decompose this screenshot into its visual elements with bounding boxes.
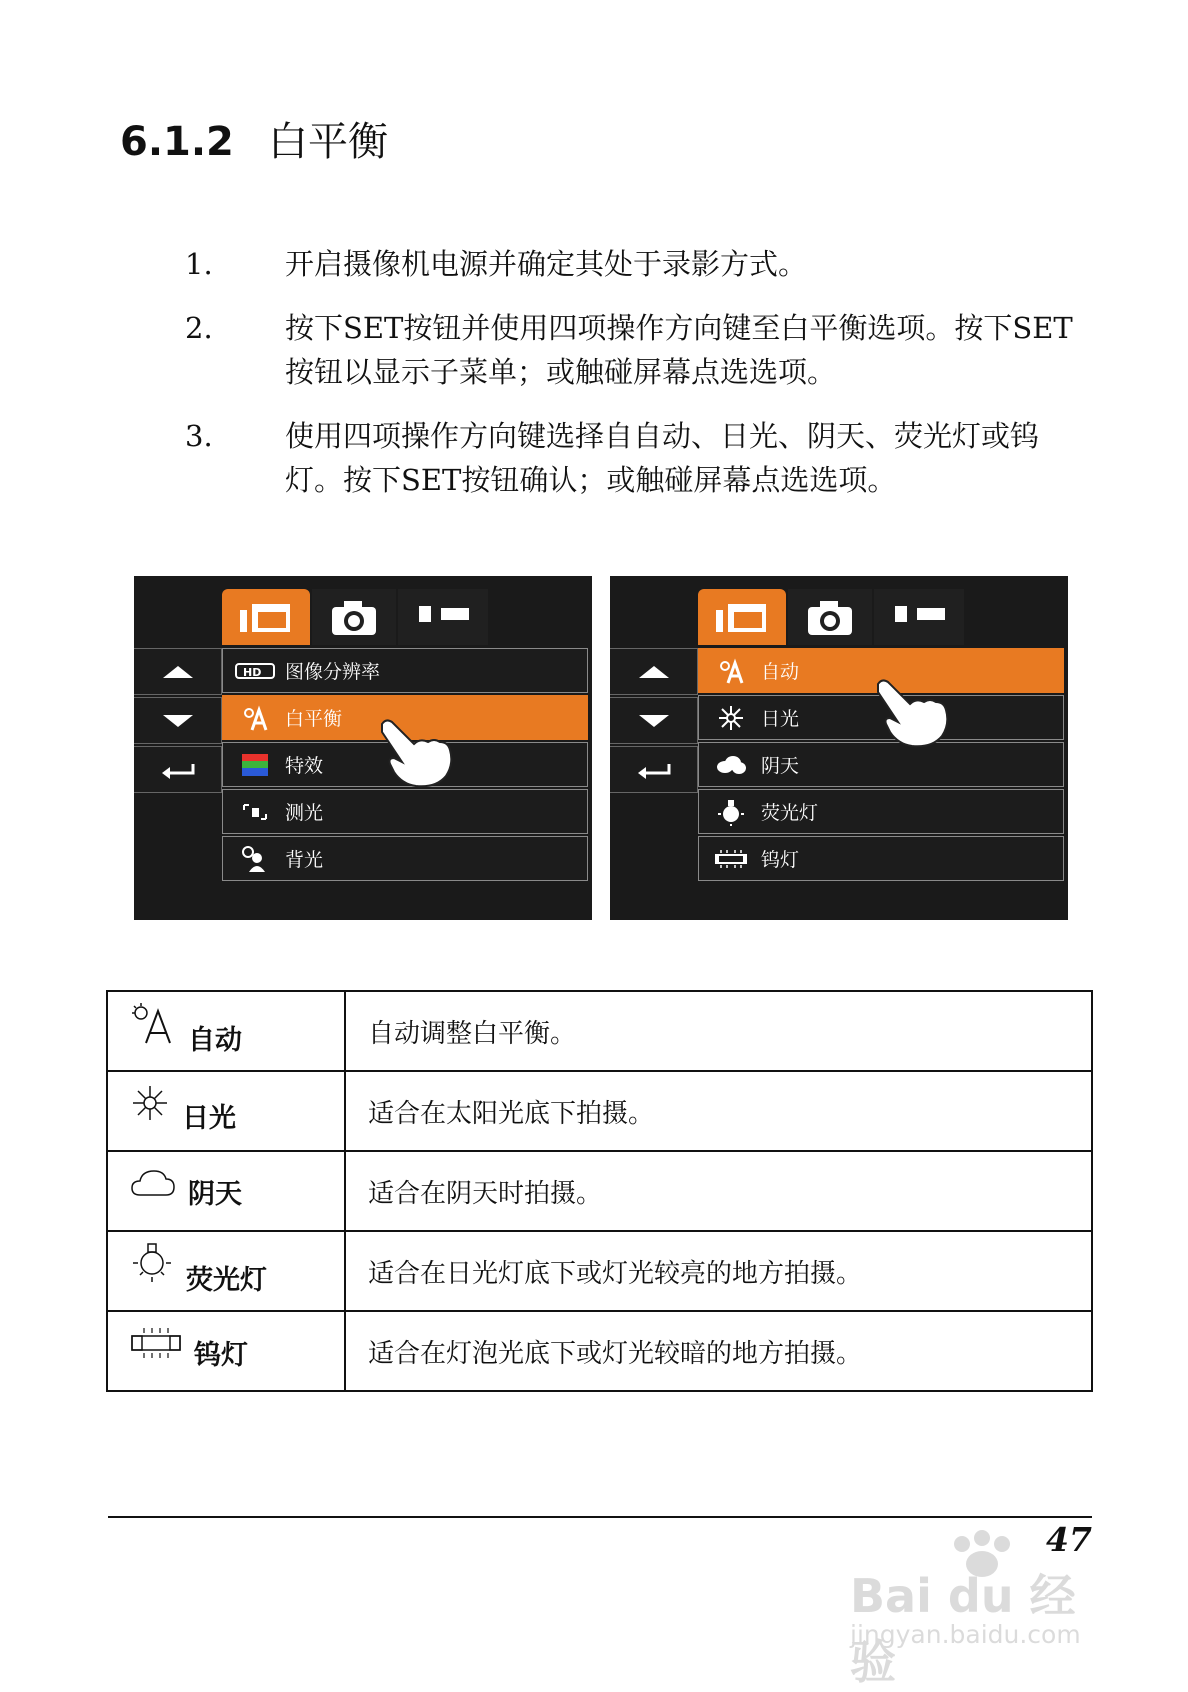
section-number: 6.1.2 <box>120 119 234 165</box>
step-number: 3. <box>185 419 213 453</box>
option-description: 适合在日光灯底下或灯光较亮的地方拍摄。 <box>345 1231 1092 1311</box>
auto-wb-icon <box>130 1001 176 1045</box>
watermark <box>850 1530 1120 1689</box>
tungsten-icon <box>713 848 749 870</box>
step-item <box>185 242 1085 286</box>
section-title: 白平衡 <box>268 119 388 165</box>
menu-item-tungsten[interactable] <box>698 836 1064 881</box>
color-bars-icon <box>240 752 270 778</box>
step-item <box>185 306 1085 394</box>
option-description: 适合在太阳光底下拍摄。 <box>345 1071 1092 1151</box>
menu-item-label: 图像分辨率 <box>285 661 381 683</box>
tab-bar <box>222 589 588 645</box>
step-list <box>185 242 1085 522</box>
option-description: 适合在灯泡光底下或灯光较暗的地方拍摄。 <box>345 1311 1092 1391</box>
auto-wb-icon <box>716 657 746 685</box>
menu-item-label: 阴天 <box>761 755 800 777</box>
backlight-icon <box>240 844 270 874</box>
table-row <box>107 1231 1092 1311</box>
camera-screen-main-menu <box>134 576 592 920</box>
option-label: 钨灯 <box>194 1340 248 1371</box>
fluorescent-icon <box>716 798 746 826</box>
option-label: 阴天 <box>188 1179 242 1210</box>
arrow-up-icon <box>161 664 195 680</box>
menu-item-label: 荧光灯 <box>761 802 819 824</box>
table-row <box>107 1151 1092 1231</box>
arrow-down-icon <box>161 713 195 729</box>
hd-icon <box>235 662 275 680</box>
return-icon <box>636 761 672 779</box>
up-button[interactable] <box>134 648 222 695</box>
hand-pointer-icon <box>374 714 464 794</box>
svg-text:HD: HD <box>243 665 262 679</box>
option-label: 自动 <box>188 1025 242 1056</box>
arrow-up-icon <box>637 664 671 680</box>
side-controls <box>134 648 222 795</box>
back-button[interactable] <box>134 746 222 793</box>
sun-icon <box>130 1083 170 1123</box>
tab-photo[interactable] <box>312 589 396 645</box>
option-cell <box>107 991 345 1071</box>
menu-item-label: 日光 <box>761 708 800 730</box>
arrow-down-icon <box>637 713 671 729</box>
tab-bar <box>698 589 1064 645</box>
return-icon <box>160 761 196 779</box>
menu-item-label: 特效 <box>285 755 324 777</box>
video-mode-icon <box>238 600 294 634</box>
step-item <box>185 414 1085 502</box>
menu-item-fluorescent[interactable] <box>698 789 1064 834</box>
white-balance-table <box>106 990 1093 1392</box>
tab-settings[interactable] <box>398 589 488 645</box>
video-mode-icon <box>714 600 770 634</box>
back-button[interactable] <box>610 746 698 793</box>
option-cell <box>107 1311 345 1391</box>
menu-item-resolution[interactable] <box>222 648 588 693</box>
tab-video[interactable] <box>222 589 310 645</box>
menu-item-label: 背光 <box>285 849 324 871</box>
step-number: 2. <box>185 311 213 345</box>
option-label: 荧光灯 <box>186 1265 267 1296</box>
wrench-icon <box>889 600 949 634</box>
tab-settings[interactable] <box>874 589 964 645</box>
option-description: 自动调整白平衡。 <box>345 991 1092 1071</box>
tab-photo[interactable] <box>788 589 872 645</box>
option-description: 适合在阴天时拍摄。 <box>345 1151 1092 1231</box>
down-button[interactable] <box>610 697 698 744</box>
option-cell <box>107 1231 345 1311</box>
step-text: 使用四项操作方向键选择自自动、日光、阴天、荧光灯或钨灯。按下SET按钮确认；或触碰屏幕点选选项。 <box>285 419 1040 497</box>
metering-icon <box>240 799 270 825</box>
menu-item-backlight[interactable] <box>222 836 588 881</box>
menu-item-label: 测光 <box>285 802 324 824</box>
table-row <box>107 991 1092 1071</box>
step-text: 开启摄像机电源并确定其处于录影方式。 <box>285 247 808 281</box>
camera-icon <box>805 598 855 636</box>
option-cell <box>107 1151 345 1231</box>
option-cell <box>107 1071 345 1151</box>
option-label: 日光 <box>182 1103 236 1134</box>
step-text: 按下SET按钮并使用四项操作方向键至白平衡选项。按下SET按钮以显示子菜单；或触碰屏幕点选选项。 <box>285 311 1073 389</box>
white-balance-icon <box>240 704 270 732</box>
tungsten-icon <box>130 1326 182 1360</box>
menu-item-label: 钨灯 <box>761 849 800 871</box>
page-number: 47 <box>1046 1520 1092 1559</box>
watermark-brand: Bai du 经验 <box>850 1569 1076 1689</box>
fluorescent-icon <box>130 1241 174 1285</box>
cloud-icon <box>715 754 747 776</box>
table-row <box>107 1311 1092 1391</box>
menu-item-metering[interactable] <box>222 789 588 834</box>
down-button[interactable] <box>134 697 222 744</box>
camera-screen-white-balance-menu <box>610 576 1068 920</box>
hand-pointer-icon <box>870 674 960 754</box>
wrench-icon <box>413 600 473 634</box>
menu-item-label: 白平衡 <box>285 708 343 730</box>
tab-video[interactable] <box>698 589 786 645</box>
menu-item-label: 自动 <box>761 661 800 683</box>
camera-icon <box>329 598 379 636</box>
sun-icon <box>717 704 745 732</box>
cloud-icon <box>130 1167 176 1199</box>
section-heading <box>120 110 388 167</box>
table-row <box>107 1071 1092 1151</box>
watermark-url: jingyan.baidu.com <box>850 1620 1081 1649</box>
footer-rule <box>108 1516 1092 1518</box>
up-button[interactable] <box>610 648 698 695</box>
step-number: 1. <box>185 247 213 281</box>
side-controls <box>610 648 698 795</box>
